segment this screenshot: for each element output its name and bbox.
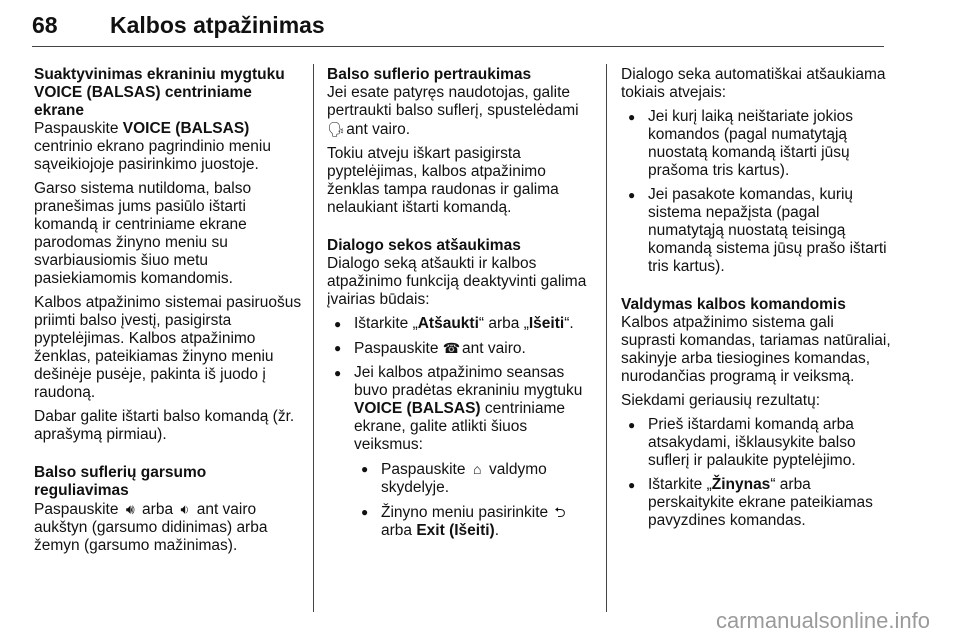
volume-up-icon: 🔊︎ [125, 501, 135, 517]
paragraph: Dabar galite ištarti balso komandą (žr. aprašymą pirmiau). [34, 408, 295, 443]
column-divider-1 [313, 64, 314, 612]
section-heading-interrupt: Balso suflerio pertraukimas [327, 66, 532, 83]
paragraph: Paspauskite 🔊︎ arba 🔉︎ ant vairo aukštyn (garsumo didinimas) arba žemyn (garsumo mažinimas). [34, 501, 268, 554]
voice-talk-icon: 🗣︎ [327, 121, 345, 137]
paragraph: Dialogo seką atšaukti ir kalbos atpažinimo funkciją deaktyvinti galima įvairias būdais: [327, 255, 587, 308]
page-number: 68 [32, 12, 58, 38]
paragraph: Kalbos atpažinimo sistemai pasiruošus priimti balso įvestį, pasigirsta pyptelėjimas. Kalbos atpažinimo ženklas, pateikiamas žinyno meniu dešinėje pusėje, pakinta iš juodo į raudoną. [34, 294, 302, 401]
column-divider-2 [606, 64, 607, 612]
paragraph: Kalbos atpažinimo sistema gali suprasti komandas, tariamas natūraliai, sakinyje arba tiesiogines komandas, nurodančias programą ir veiksmą. [621, 314, 891, 385]
watermark: carmanualsonline.info [715, 608, 930, 633]
phone-hangup-icon: ☎︎ [442, 340, 461, 356]
column-2 [327, 66, 597, 546]
column-1 [34, 66, 304, 561]
column-3 [621, 66, 891, 536]
list-item: ● Ištarkite „Atšaukti“ arba „Išeiti“. [327, 315, 597, 333]
list-item: ● Jei kalbos atpažinimo seansas buvo pradėtas ekraniniu mygtuku VOICE (BALSAS) centriniame ekrane, galite atlikti šiuos veiksmus: ● Paspauskite ⌂ valdymo skydelyje. ● Žinyno meniu pasirinkite ⮌ arba Exit (Išeiti). [327, 364, 597, 540]
section-heading-cancel: Dialogo sekos atšaukimas [327, 237, 521, 254]
bullet-list [621, 108, 891, 276]
list-item: ● Žinyno meniu pasirinkite ⮌ arba Exit (Išeiti). [354, 503, 597, 540]
list-item: ● Paspauskite ⌂ valdymo skydelyje. [354, 460, 597, 497]
paragraph: Jei esate patyręs naudotojas, galite pertraukti balso suflerį, spustelėdami 🗣︎ ant vairo. [327, 84, 579, 138]
bullet-list [621, 416, 891, 530]
list-item: ● Jei kurį laiką neištariate jokios komandos (pagal numatytąją nuostatą komandą ištarti jūsų prašoma tris kartus). [621, 108, 891, 180]
header-rule [32, 46, 884, 47]
section-heading-voice-button: Suaktyvinimas ekraniniu mygtuku VOICE (BALSAS) centriniame ekrane [34, 66, 285, 119]
list-item: ● Prieš ištardami komandą arba atsakydami, išklausykite balso suflerį ir palaukite pyptelėjimo. [621, 416, 891, 470]
paragraph: Dialogo seka automatiškai atšaukiama tokiais atvejais: [621, 66, 886, 101]
back-arrow-icon: ⮌ [554, 504, 566, 520]
paragraph: Garso sistema nutildoma, balso pranešimas jums pasiūlo ištarti komandą ir centriniame ekrane parodomas žinyno meniu su svarbiausiomis šiuo metu pasiekiamomis komandomis. [34, 180, 252, 287]
paragraph: Paspauskite VOICE (BALSAS) centrinio ekrano pagrindinio meniu sąveikiojoje pasirinkimo juostoje. [34, 120, 271, 173]
home-icon: ⌂ [473, 461, 482, 477]
paragraph: Tokiu atveju iškart pasigirsta pyptelėjimas, kalbos atpažinimo ženklas tampa raudonas ir galima nelaukiant ištarti komandą. [327, 145, 559, 216]
list-item: ● Ištarkite „Žinynas“ arba perskaitykite ekrane pateikiamas pavyzdines komandas. [621, 476, 891, 530]
page-title: Kalbos atpažinimas [110, 12, 325, 38]
section-heading-commands: Valdymas kalbos komandomis [621, 296, 846, 313]
page-header [32, 12, 884, 46]
paragraph: Siekdami geriausių rezultatų: [621, 392, 821, 409]
bullet-list [327, 315, 597, 540]
section-heading-volume: Balso suflerių garsumo reguliavimas [34, 464, 207, 499]
list-item: ● Jei pasakote komandas, kurių sistema nepažįsta (pagal numatytąją nuostatą teisingą komandą sistema jūsų prašo ištarti tris kartus). [621, 186, 891, 276]
list-item: ● Paspauskite ☎︎ ant vairo. [327, 339, 597, 358]
volume-down-icon: 🔉︎ [180, 501, 190, 517]
sub-list [354, 460, 597, 540]
